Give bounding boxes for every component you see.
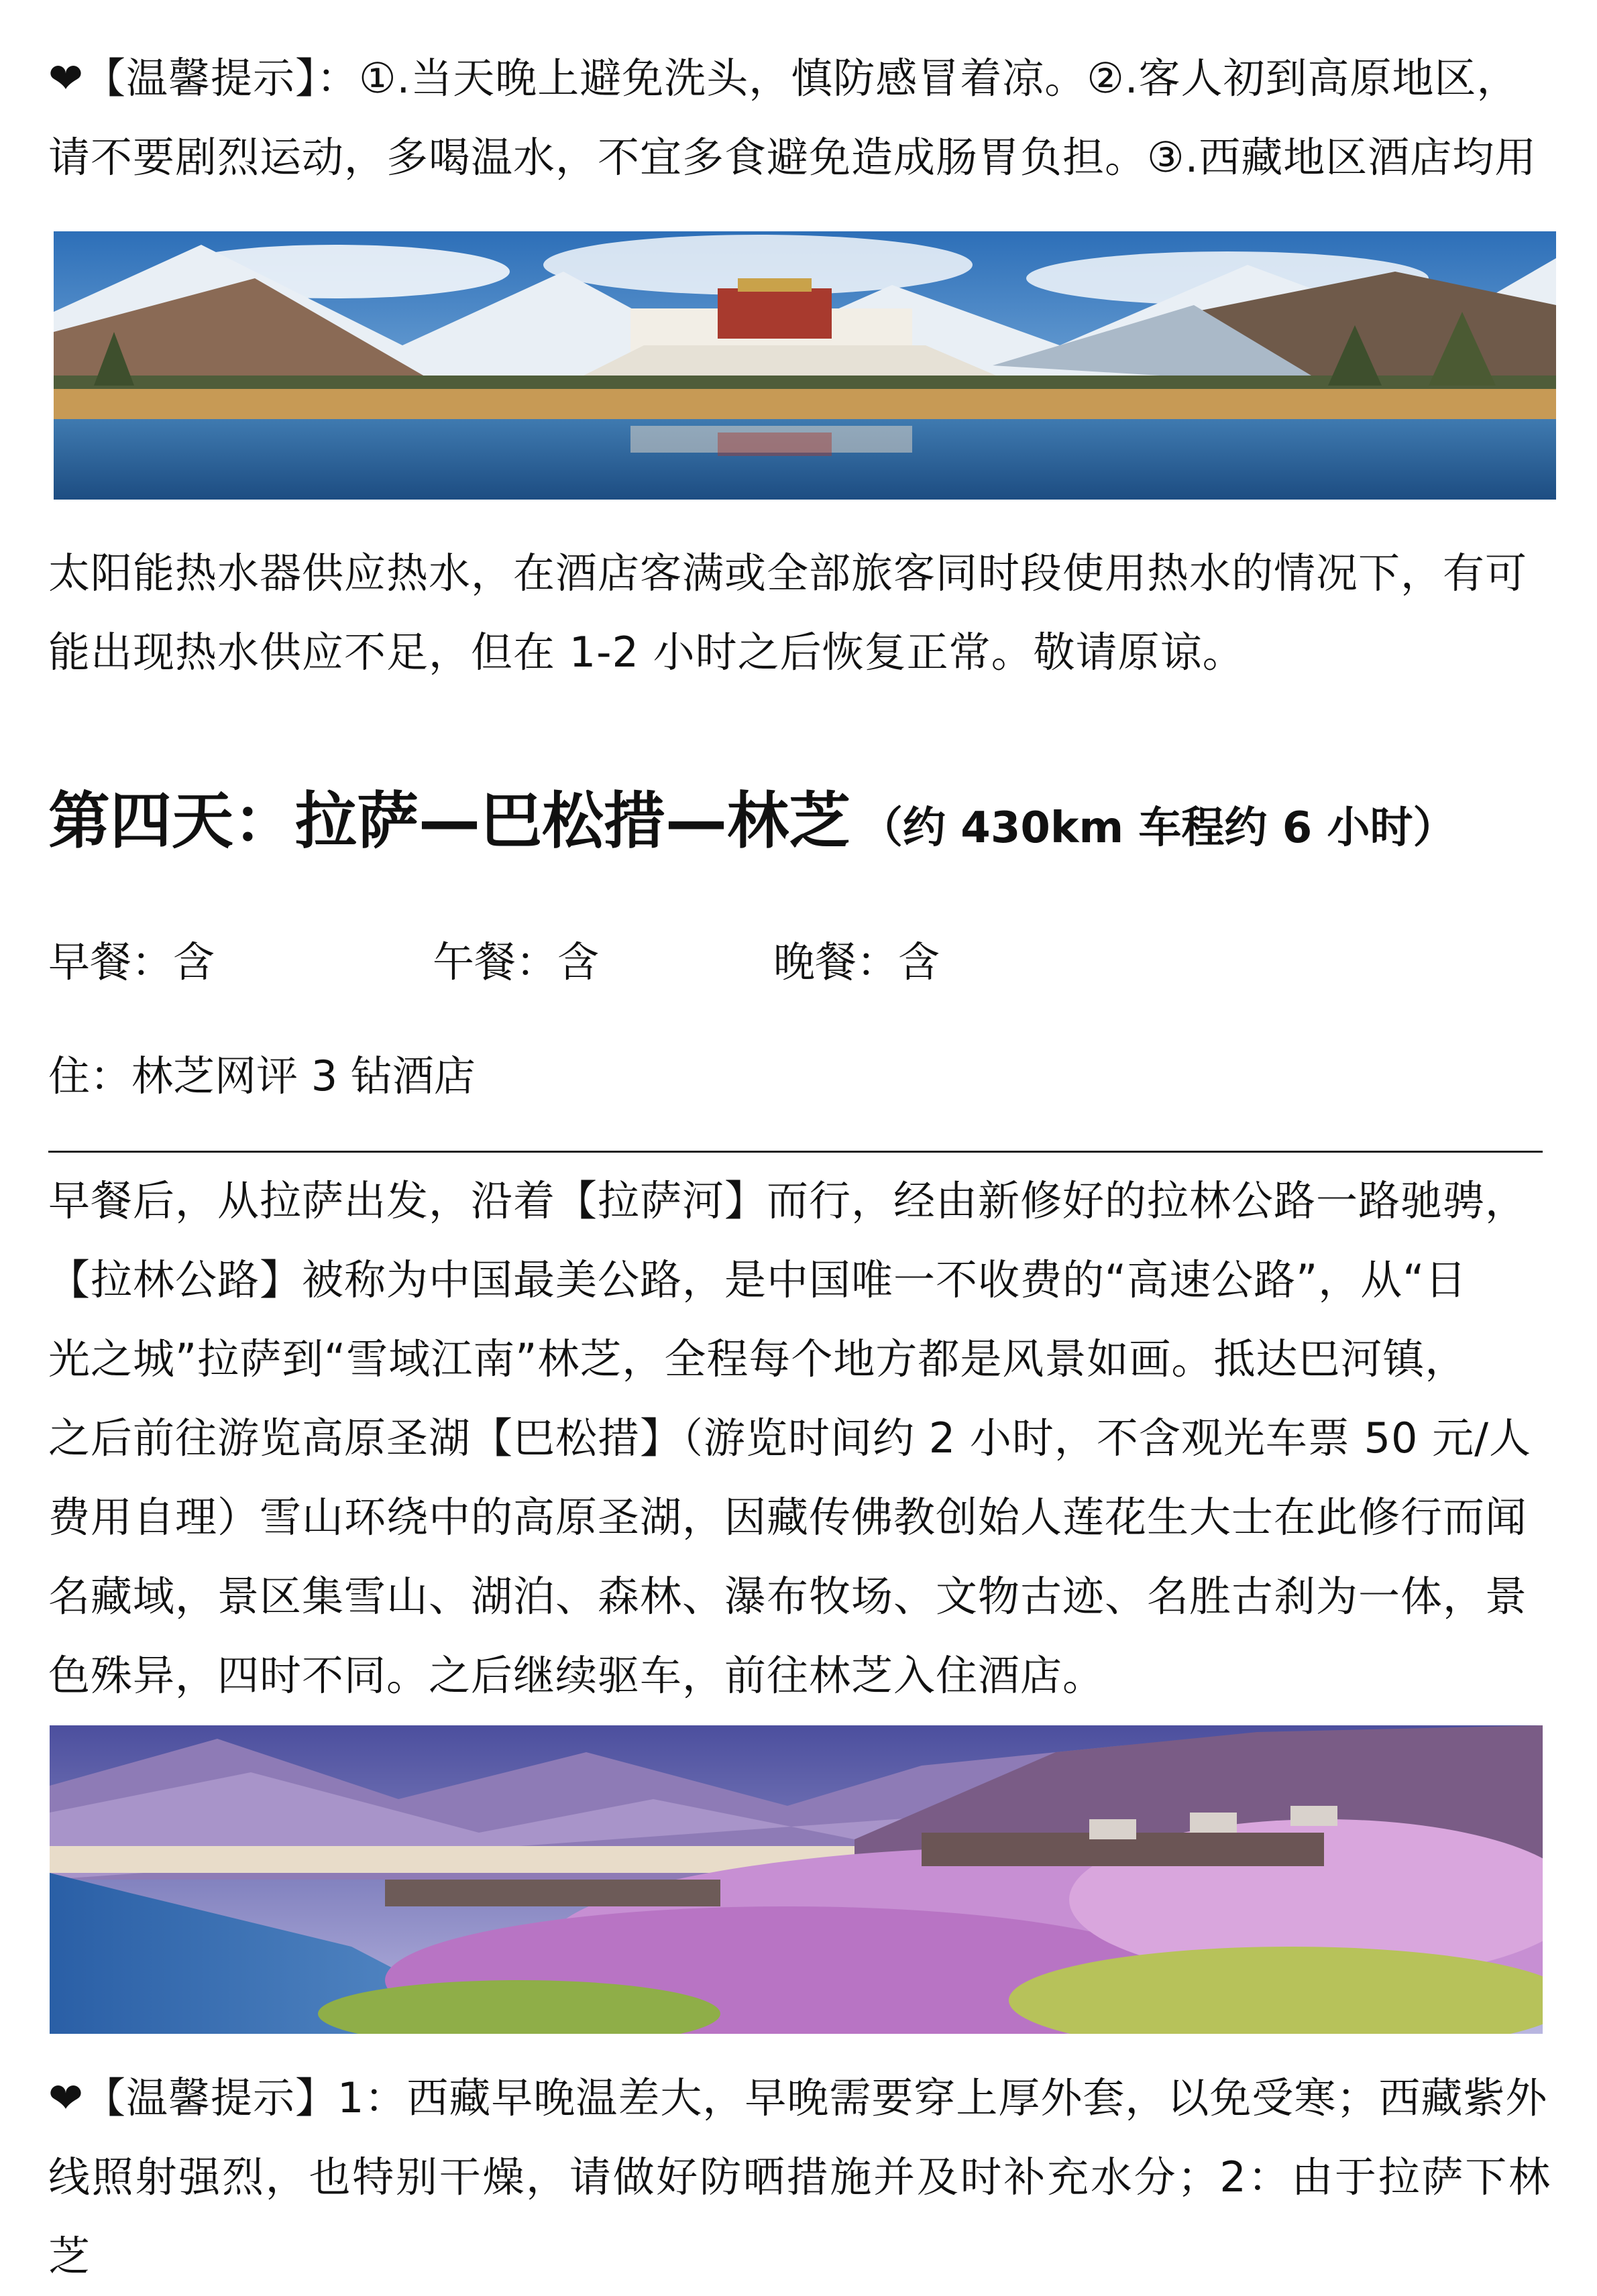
dinner-label: 晚餐：含 bbox=[773, 937, 940, 986]
heart-icon: ❤ bbox=[48, 2073, 84, 2122]
peach-blossom-photo bbox=[50, 1725, 1543, 2034]
day-title: 第四天：拉萨—巴松措—林芝 bbox=[48, 785, 851, 857]
tip-paragraph-2: ❤【温馨提示】1：西藏早晚温差大，早晚需要穿上厚外套，以免受寒；西藏紫外 线照射强烈，也特别干燥，请做好防晒措施并及时补充水分；2：由于拉萨下林芝 bbox=[48, 2073, 1551, 2281]
day-description: 早餐后，从拉萨出发，沿着【拉萨河】而行，经由新修好的拉林公路一路驰骋， 【拉林公路】被称为中国最美公路，是中国唯一不收费的“高速公路”，从“日 光之城”拉萨到“雪域江南”林芝，全程每个地方都是风景如画。抵达巴河镇， 之后前往游览高原圣湖【巴松措】（游览时间约 2 小时，不含观光车票 50 元/人 费用自理）雪山环绕中的高原圣湖，因藏传佛教创始人莲花生大士在此修行而闻 名藏域，景区集雪山、湖泊、森林、瀑布牧场、文物古迹、名胜古刹为一体，景 色殊异，四时不同。之后继续驱车，前往林芝入住酒店。 bbox=[48, 1176, 1532, 1700]
breakfast-label: 早餐：含 bbox=[48, 937, 215, 986]
divider bbox=[48, 1151, 1543, 1153]
day-heading bbox=[48, 778, 1551, 872]
potala-palace-photo bbox=[54, 231, 1556, 500]
heart-icon: ❤ bbox=[48, 54, 84, 103]
lodging-info: 住：林芝网评 3 钻酒店 bbox=[48, 1051, 476, 1100]
day-subtitle: （约 430km 车程约 6 小时） bbox=[860, 803, 1456, 853]
tip-paragraph-1: ❤【温馨提示】：①.当天晚上避免洗头，慎防感冒着凉。②.客人初到高原地区， 请不要剧烈运动，多喝温水，不宜多食避免造成肠胃负担。③.西藏地区酒店均用 bbox=[48, 54, 1537, 182]
lunch-label: 午餐：含 bbox=[433, 937, 600, 986]
tip-paragraph-1-continued: 太阳能热水器供应热水，在酒店客满或全部旅客同时段使用热水的情况下，有可 能出现热水供应不足，但在 1-2 小时之后恢复正常。敬请原谅。 bbox=[48, 549, 1528, 677]
